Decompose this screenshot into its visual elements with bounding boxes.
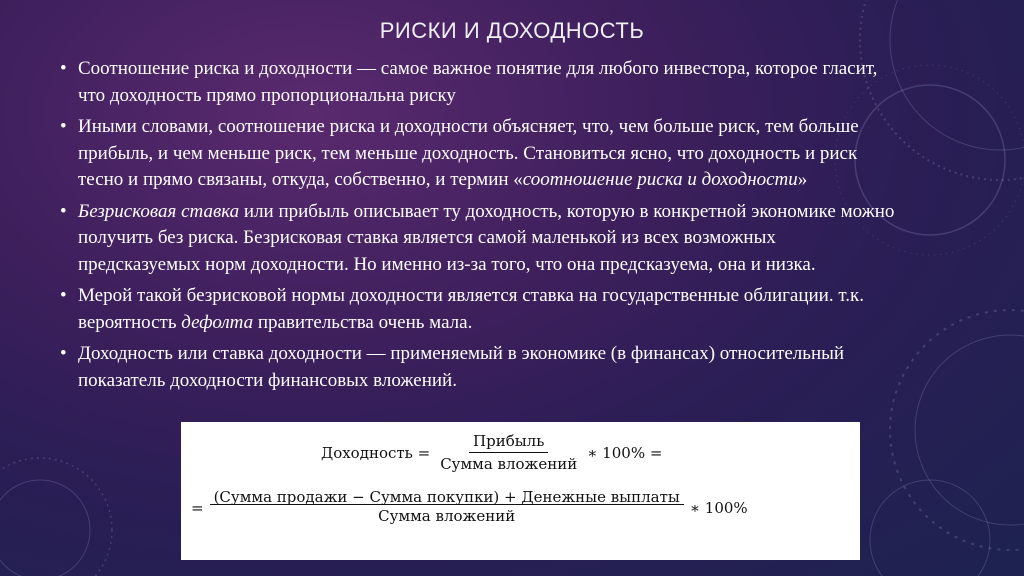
formula-fraction-1 (436, 432, 581, 473)
formula-line-1 (321, 432, 662, 473)
bullet-text: Мерой такой безрисковой нормы доходности является ставка на государственные облигации. т.к. вероятность (78, 285, 864, 333)
fraction-numerator: Прибыль (469, 432, 548, 453)
formula-fraction-2 (210, 490, 684, 525)
formula-lhs: Доходность = (321, 443, 431, 462)
fraction-denominator: Сумма вложений (440, 455, 578, 473)
bullet-item (56, 283, 896, 336)
bullet-text: или прибыль описывает ту доходность, которую в конкретной экономике можно получить без риска. Безрисковая ставка является самой маленькой из всех возможных предсказуемых норм доходности. Но именно из-за того, что она предсказуема, она и низка. (78, 200, 895, 275)
fraction-numerator: (Сумма продажи − Сумма покупки) + Денежные выплаты (210, 490, 684, 505)
formula-line-2 (191, 490, 748, 525)
bullet-text: Соотношение риска и доходности — самое важное понятие для любого инвестора, которое гласит, что доходность прямо пропорциональна риску (78, 58, 878, 106)
bullet-list (56, 56, 896, 399)
bullet-italic-term: дефолта (181, 311, 254, 333)
bullet-item (56, 199, 896, 279)
formula-multiplier: ∗ 100% (689, 498, 748, 517)
bullet-text: Доходность или ставка доходности — применяемый в экономике (в финансах) относительный показатель доходности финансовых вложений. (78, 343, 845, 391)
formula-image (181, 422, 860, 560)
bullet-italic-term: Безрисковая ставка (78, 200, 240, 222)
bullet-text: Иными словами, соотношение риска и доходности объясняет, что, чем больше риск, тем больше прибыль, и чем меньше риск, тем меньше доходность. Становиться ясно, что доходность и риск тесно и прямо связаны, откуда, собственно, и термин « (78, 116, 859, 190)
bullet-italic-term: соотношение риска и доходности (522, 169, 798, 190)
formula-multiplier: ∗ 100% = (587, 443, 663, 462)
bullet-item (56, 56, 896, 109)
fraction-denominator: Сумма вложений (378, 507, 516, 525)
bullet-item (56, 114, 896, 194)
bullet-text: правительства очень мала. (253, 311, 473, 333)
bullet-item (56, 341, 896, 394)
slide-title: РИСКИ И ДОХОДНОСТЬ (379, 18, 645, 43)
formula-equals: = (191, 498, 204, 517)
bullet-text: » (797, 169, 808, 190)
